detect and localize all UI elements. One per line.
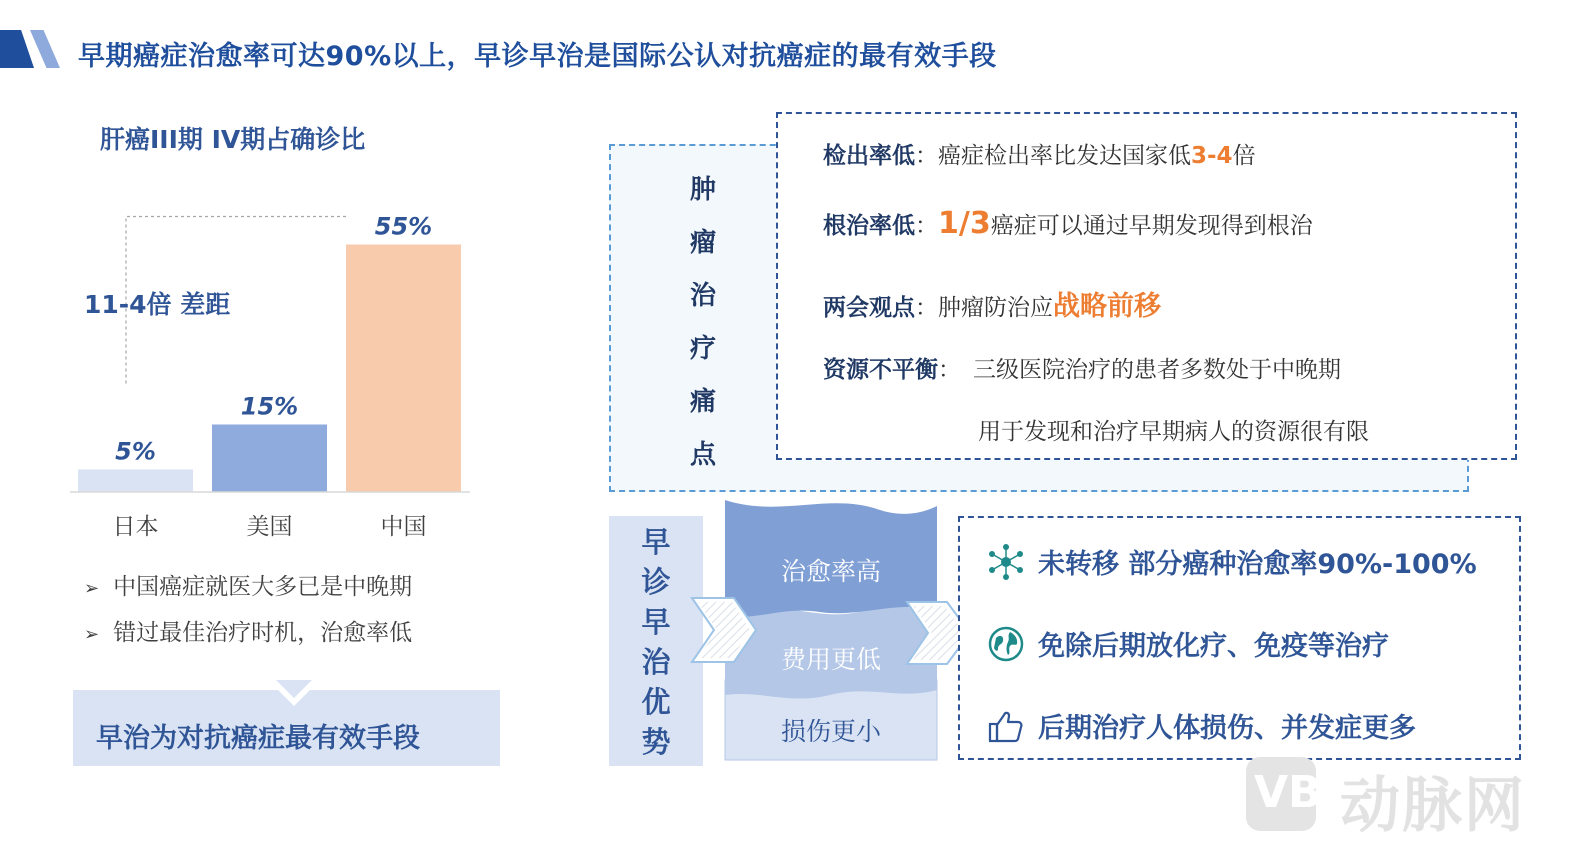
pain-point-label: 两会观点 — [823, 295, 915, 321]
pain-point-label: 根治率低 — [823, 213, 915, 239]
header-accent-shape — [0, 30, 34, 68]
conclusion-text: 早治为对抗癌症最有效手段 — [96, 723, 420, 754]
category-label: 美国 — [246, 514, 293, 540]
category-label: 中国 — [380, 514, 427, 540]
bar-value-label: 5% — [115, 437, 156, 466]
bar-chart — [60, 190, 480, 560]
network-icon — [986, 542, 1026, 582]
pain-point-extra-line: 用于发现和治疗早期病人的资源很有限 — [978, 419, 1369, 445]
pain-point-text: 癌症可以通过早期发现得到根治 — [990, 213, 1313, 239]
thumbs-up-icon — [986, 706, 1026, 746]
pain-point-text: 三级医院治疗的患者多数处于中晚期 — [973, 357, 1341, 383]
flow-item-cure-rate: 治愈率高 — [780, 557, 881, 586]
heading-char: 早 — [641, 525, 671, 559]
pain-point-row — [823, 137, 1256, 170]
flow-item-damage: 损伤更小 — [780, 717, 881, 746]
watermark-logo-text: VB — [1254, 767, 1322, 818]
advantages-heading — [638, 522, 674, 762]
pain-point-row — [823, 206, 1313, 241]
bar-2 — [346, 245, 461, 493]
separator: ： — [915, 143, 938, 169]
pain-point-highlight: 3-4 — [1191, 143, 1233, 169]
header-accent-stripe — [30, 30, 60, 68]
bullet-item — [84, 614, 412, 647]
watermark-text: 动脉网 — [1340, 771, 1526, 841]
heading-char: 势 — [641, 725, 671, 759]
bar-value-label: 55% — [374, 212, 433, 241]
pain-point-highlight: 战略前移 — [1053, 291, 1161, 322]
heading-char: 疗 — [689, 334, 716, 364]
heading-char: 肿 — [689, 175, 716, 205]
result-item-no-metastasis: 未转移 部分癌种治愈率90%-100% — [1038, 549, 1477, 580]
pain-point-label: 资源不平衡 — [823, 357, 938, 383]
bar-0 — [78, 470, 193, 493]
heading-char: 优 — [641, 685, 671, 719]
heading-char: 痛 — [689, 387, 716, 417]
bullet-item — [84, 568, 412, 601]
category-label: 日本 — [112, 514, 159, 540]
pain-points-heading — [688, 164, 718, 482]
separator: ： — [915, 213, 938, 239]
heading-char: 治 — [689, 281, 716, 311]
down-arrow-icon — [268, 680, 320, 706]
pain-point-text: 倍 — [1232, 143, 1256, 169]
result-item-avoid-treatment: 免除后期放化疗、免疫等治疗 — [1038, 631, 1389, 662]
result-item-late-damage: 后期治疗人体损伤、并发症更多 — [1038, 713, 1416, 744]
bar-value-label: 15% — [240, 392, 299, 421]
bullet-arrow-icon: ➢ — [84, 578, 100, 599]
bullet-arrow-icon: ➢ — [84, 624, 100, 645]
page-title: 早期癌症治愈率可达90%以上，早诊早治是国际公认对抗癌症的最有效手段 — [78, 41, 997, 72]
bullet-text: 中国癌症就医大多已是中晚期 — [113, 574, 413, 600]
separator: ： — [915, 295, 938, 321]
heading-char: 点 — [689, 440, 716, 470]
flow-item-cost: 费用更低 — [780, 645, 881, 674]
bullet-text: 错过最佳治疗时机，治愈率低 — [113, 620, 413, 646]
bar-1 — [212, 425, 327, 493]
chart-title: 肝癌III期 IV期占确诊比 — [100, 125, 366, 154]
heading-char: 诊 — [641, 565, 671, 599]
heading-char: 瘤 — [689, 228, 716, 258]
pain-point-row — [823, 284, 1161, 323]
globe-icon — [986, 624, 1026, 664]
pain-point-text: 癌症检出率比发达国家低 — [938, 143, 1191, 169]
separator: ： — [938, 357, 961, 383]
watermark-logo — [1246, 757, 1322, 831]
heading-char: 治 — [641, 645, 671, 679]
heading-char: 早 — [641, 605, 671, 639]
pain-point-text: 肿瘤防治应 — [938, 295, 1053, 321]
pain-point-row — [823, 351, 1341, 384]
gap-label: 11-4倍 差距 — [84, 290, 231, 319]
pain-point-label: 检出率低 — [823, 143, 915, 169]
pain-point-highlight: 1/3 — [938, 206, 991, 241]
